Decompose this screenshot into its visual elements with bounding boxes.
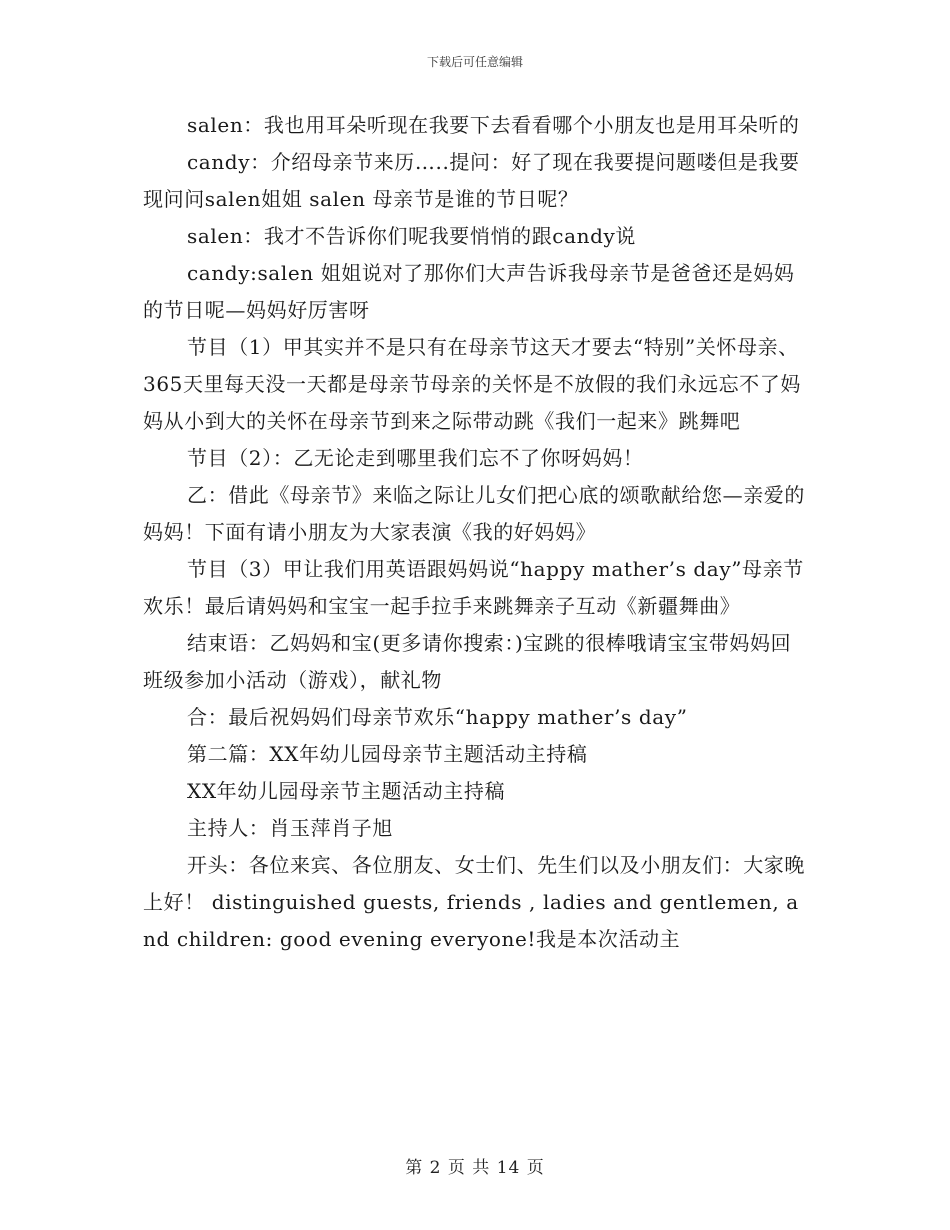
section-heading: 第二篇：XX年幼儿园母亲节主题活动主持稿 — [187, 742, 588, 766]
page-header: 下载后可任意编辑 — [426, 55, 523, 69]
paragraph: salen：我也用耳朵听现在我要下去看看哪个小朋友也是用耳朵听的 — [187, 113, 800, 137]
paragraph: 结束语：乙妈妈和宝(更多请你搜索：)宝跳的很棒哦请宝宝带妈妈回班级参加小活动（游戏），献礼物 — [143, 631, 792, 692]
paragraph: 乙：借此《母亲节》来临之际让儿女们把心底的颂歌献给您—亲爱的妈妈！下面有请小朋友为大家表演《我的好妈妈》 — [143, 483, 805, 544]
paragraph: 节目（3）甲让我们用英语跟妈妈说“happy mather’s day”母亲节欢乐！最后请妈妈和宝宝一起手拉手来跳舞亲子互动《新疆舞曲》 — [143, 557, 804, 618]
paragraph: candy:salen 姐姐说对了那你们大声告诉我母亲节是爸爸还是妈妈的节日呢—妈妈好厉害呀 — [143, 261, 795, 322]
paragraph: 节目（1）甲其实并不是只有在母亲节这天才要去“特别”关怀母亲、365天里每天没一天都是母亲节母亲的关怀是不放假的我们永远忘不了妈妈从小到大的关怀在母亲节到来之际带动跳《我们一起来》跳舞吧 — [143, 335, 801, 433]
paragraph: 开头：各位来宾、各位朋友、女士们、先生们以及小朋友们：大家晚上好！ distinguished guests, friends , ladies and gentlemen, and children: good evening everyone!我是本次活动主 — [143, 853, 805, 951]
paragraph: candy：介绍母亲节来历…..提问：好了现在我要提问题喽但是我要现问问salen姐姐 salen 母亲节是谁的节日呢？ — [143, 150, 800, 211]
page-footer: 第 2 页 共 14 页 — [405, 1158, 545, 1178]
document-body — [143, 107, 811, 958]
paragraph: 合：最后祝妈妈们母亲节欢乐“happy mather’s day” — [187, 705, 688, 729]
paragraph: salen：我才不告诉你们呢我要悄悄的跟candy说 — [187, 224, 637, 248]
document-title: XX年幼儿园母亲节主题活动主持稿 — [187, 779, 506, 803]
paragraph: 主持人：肖玉萍肖子旭 — [187, 816, 393, 840]
paragraph: 节目（2）：乙无论走到哪里我们忘不了你呀妈妈！ — [187, 446, 644, 470]
